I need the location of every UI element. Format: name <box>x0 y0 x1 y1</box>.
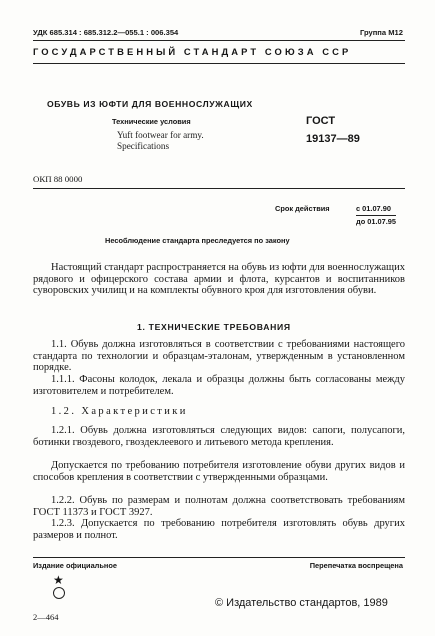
okp-code: ОКП 88 0000 <box>33 174 83 184</box>
paragraph-1-2-1-b: Допускается по требованию потребителя изготовление обуви других видов и способов крепления в соответствии с утвержденными образцами. <box>33 460 405 483</box>
paragraph-1-1-1: 1.1.1. Фасоны колодок, лекала и образцы должны быть согласованы между изготовителем и потребителем. <box>33 374 405 397</box>
english-title-line1: Yuft footwear for army. <box>117 130 204 140</box>
document-title: ОБУВЬ ИЗ ЮФТИ ДЛЯ ВОЕННОСЛУЖАЩИХ <box>47 99 253 109</box>
validity-label: Срок действия <box>275 204 330 213</box>
section-1-title: 1. ТЕХНИЧЕСКИЕ ТРЕБОВАНИЯ <box>137 322 291 332</box>
footer-rule <box>33 557 405 558</box>
validity-from: с 01.07.90 <box>356 204 391 213</box>
paragraph-1-2-3: 1.2.3. Допускается по требованию потребителя изготовлять обувь других размеров и полнот. <box>33 518 405 541</box>
intro-paragraph: Настоящий стандарт распространяется на обувь из юфти для военнослужащих рядового и офицерского состава армии и флота, курсантов и воспитанников суворовских училищ и на комплекты обувного кроя для изготовления обуви. <box>33 262 405 297</box>
gost-number: 19137—89 <box>306 133 360 145</box>
circle-icon <box>53 587 65 599</box>
paragraph-1-1: 1.1. Обувь должна изготовляться в соответствии с требованиями настоящего стандарта по технологии и образцам-эталонам, утвержденным в установленном порядке. <box>33 339 405 374</box>
english-title-line2: Specifications <box>117 141 170 151</box>
caption-rule <box>33 63 405 64</box>
paragraph-1-2: 1.2. Характеристики <box>51 406 188 417</box>
okp-rule <box>33 188 405 189</box>
copyright: © Издательство стандартов, 1989 <box>215 597 388 609</box>
print-code: 2—464 <box>33 612 59 622</box>
document-subtitle: Технические условия <box>112 117 191 126</box>
standard-caption: ГОСУДАРСТВЕННЫЙ СТАНДАРТ СОЮЗА ССР <box>33 46 352 57</box>
top-rule <box>33 40 405 41</box>
validity-to: до 01.07.95 <box>356 217 397 226</box>
official-edition: Издание официальное <box>33 561 118 570</box>
paragraph-1-2-2: 1.2.2. Обувь по размерам и полнотам должна соответствовать требованиям ГОСТ 11373 и ГОСТ 3927. <box>33 495 405 518</box>
group-code: Группа М12 <box>359 28 403 37</box>
star-icon: ★ <box>53 573 64 587</box>
gost-label: ГОСТ <box>306 115 336 127</box>
law-warning: Несоблюдение стандарта преследуется по закону <box>105 236 290 245</box>
reprint-prohibited: Перепечатка воспрещена <box>309 561 403 570</box>
udk-code: УДК 685.314 : 685.312.2—055.1 : 006.354 <box>33 28 179 37</box>
paragraph-1-2-1: 1.2.1. Обувь должна изготовляться следующих видов: сапоги, полусапоги, ботинки гвоздевого, гвоздеклеевого и литьевого метода крепления. <box>33 425 405 448</box>
